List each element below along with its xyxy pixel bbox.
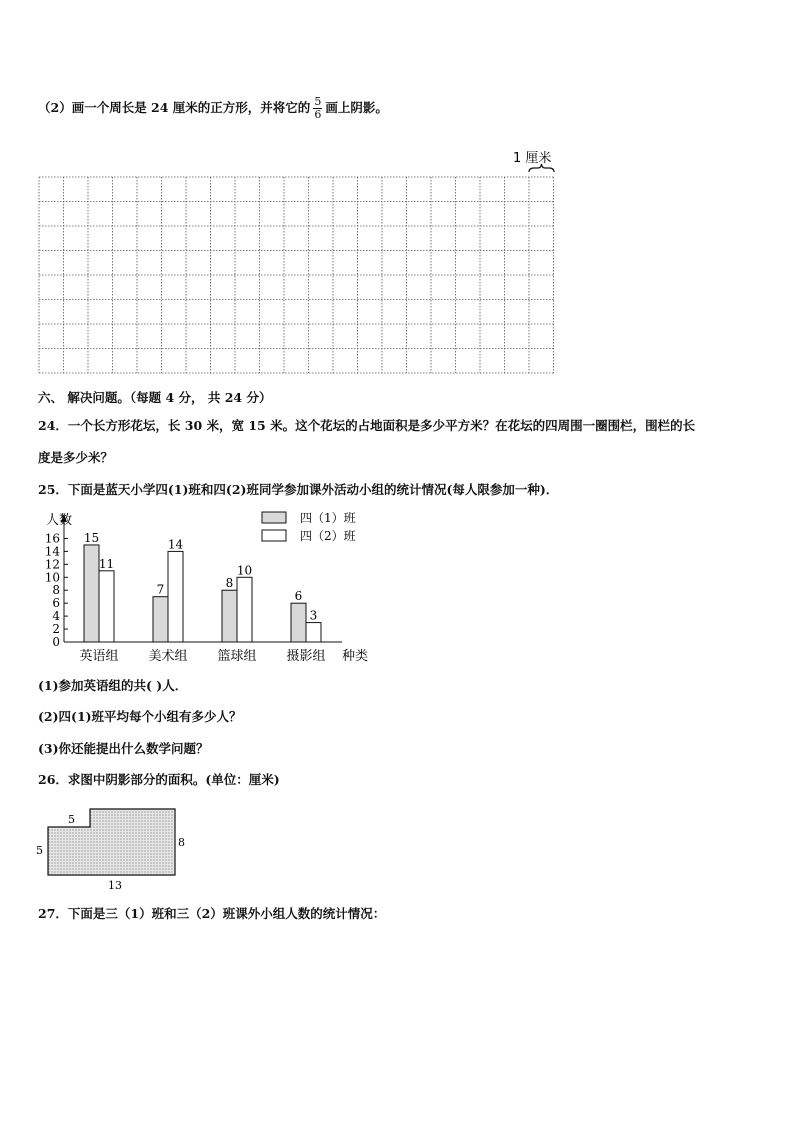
category-label: 摄影组	[286, 649, 326, 664]
bar-value-label: 14	[167, 537, 184, 552]
y-tick-label: 2	[52, 622, 60, 637]
bar-class1	[84, 545, 99, 642]
bar-class1	[153, 597, 168, 642]
bar-value-label: 10	[236, 563, 253, 578]
bar-value-label: 8	[225, 576, 234, 591]
dim-top: 5	[68, 813, 75, 826]
q23-suffix: 画上阴影。	[325, 100, 388, 115]
drawing-grid[interactable]	[38, 148, 558, 380]
x-axis-label: 种类	[342, 649, 369, 664]
bar-class1	[291, 603, 306, 642]
y-tick-label: 12	[44, 557, 60, 572]
fraction-numerator: 5	[314, 95, 322, 108]
q23-prefix: （2）画一个周长是 24 厘米的正方形，并将它的	[38, 100, 311, 115]
bar-class2	[168, 551, 183, 642]
q24-line1: 24．一个长方形花坛，长 30 米，宽 15 米。这个花坛的占地面积是多少平方米？在花坛的四周围一圈围栏，围栏的长	[38, 418, 696, 433]
q25-sub3: (3)你还能提出什么数学问题？	[38, 741, 209, 756]
fraction-denominator: 6	[314, 108, 322, 121]
bar-class2	[237, 577, 252, 642]
shaded-shape-figure	[30, 805, 200, 895]
legend-swatch	[262, 512, 286, 523]
section-6-title: 六、 解决问题。（每题 4 分， 共 24 分）	[38, 390, 272, 405]
y-tick-label: 16	[44, 531, 60, 546]
y-tick-label: 10	[44, 570, 60, 585]
y-tick-label: 8	[52, 583, 60, 598]
chart-layer	[45, 510, 368, 664]
legend-label: 四（2）班	[300, 529, 356, 543]
category-label: 美术组	[148, 649, 188, 664]
bar-class2	[306, 623, 321, 642]
q24-line2: 度是多少米？	[38, 450, 114, 465]
dim-right: 8	[178, 836, 185, 849]
bar-value-label: 6	[294, 589, 303, 604]
legend-swatch	[262, 530, 286, 541]
category-label: 篮球组	[217, 649, 257, 664]
bar-value-label: 3	[309, 608, 318, 623]
y-tick-label: 14	[44, 544, 60, 559]
y-tick-label: 6	[52, 596, 60, 611]
bar-class1	[222, 590, 237, 642]
y-tick-label: 0	[52, 635, 60, 649]
bar-chart	[38, 500, 378, 670]
dim-bottom: 13	[108, 879, 122, 892]
dim-left: 5	[36, 844, 43, 857]
grid-lines	[39, 177, 554, 373]
q26-text: 26．求图中阴影部分的面积。(单位：厘米)	[38, 772, 280, 787]
q25-sub2: (2)四(1)班平均每个小组有多少人？	[38, 709, 242, 724]
q27-text: 27．下面是三（1）班和三（2）班课外小组人数的统计情况：	[38, 906, 386, 921]
bar-class2	[99, 571, 114, 642]
fraction	[313, 96, 322, 121]
grid-scale-label: 1 厘米	[513, 151, 552, 166]
y-tick-label: 4	[52, 609, 60, 624]
category-label: 英语组	[79, 649, 119, 664]
q25-text: 25．下面是蓝天小学四(1)班和四(2)班同学参加课外活动小组的统计情况(每人限参加一种)．	[38, 482, 559, 497]
q25-sub1: (1)参加英语组的共( )人．	[38, 678, 188, 693]
bar-value-label: 15	[83, 530, 100, 545]
bar-value-label: 7	[156, 582, 165, 597]
y-axis-label: 人数	[46, 513, 73, 528]
q23-part2-text	[38, 96, 388, 121]
bar-value-label: 11	[98, 556, 115, 571]
legend-label: 四（1）班	[300, 511, 356, 525]
